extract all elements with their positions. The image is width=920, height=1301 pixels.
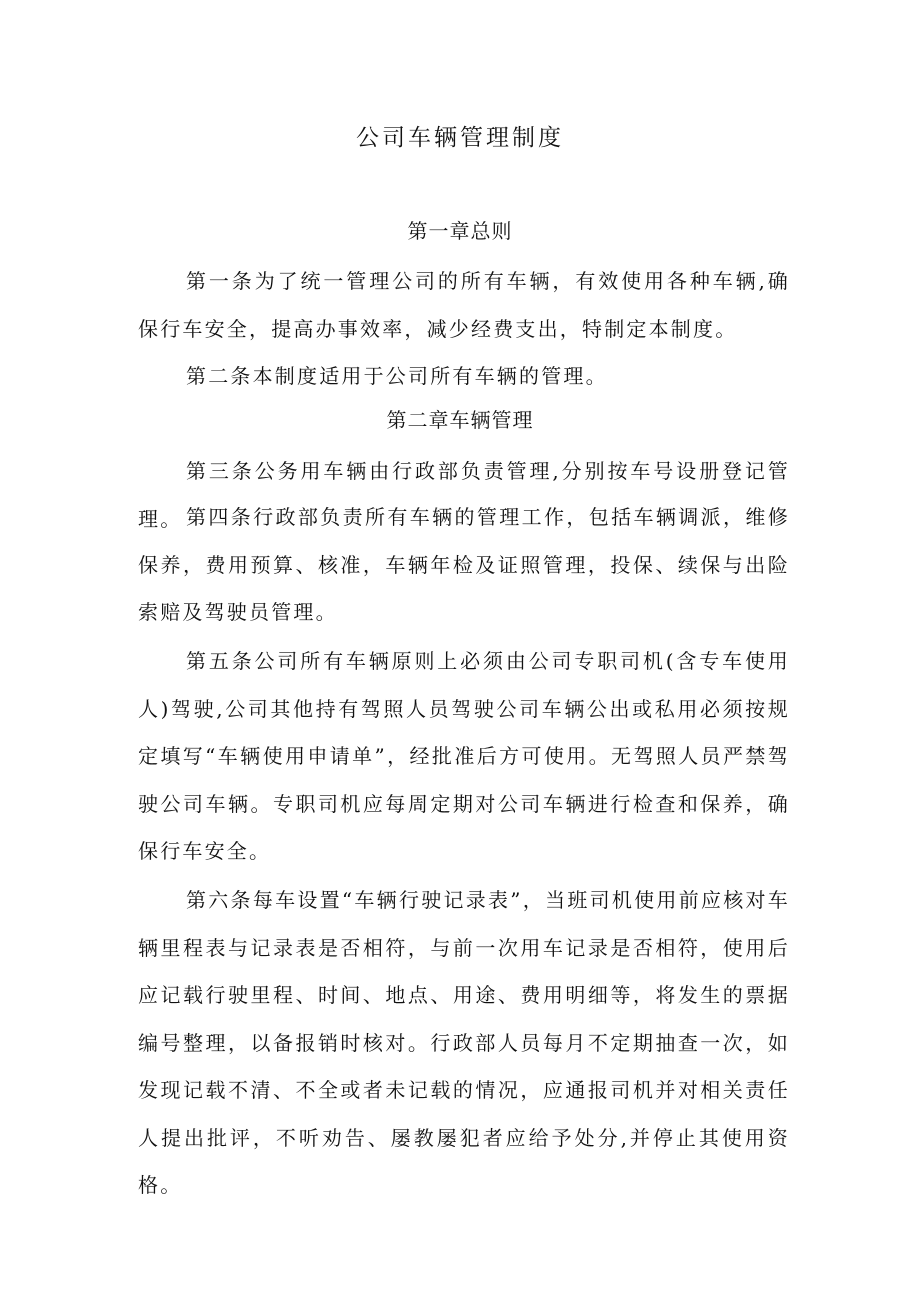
chapter-heading-2: 第二章车辆管理 (386, 408, 534, 432)
article-2: 第二条本制度适用于公司所有车辆的管理。 (186, 364, 608, 388)
article-4: 第四条行政部负责所有车辆的管理工作，包括车辆调派，维修保养，费用预算、核准，车辆年检及证照管理，投保、续保与出险索赔及驾驶员管理。 (138, 505, 790, 624)
article-5: 第五条公司所有车辆原则上必须由公司专职司机(含专车使用人)驾驶,公司其他持有驾照人员驾驶公司车辆公出或私用必须按规定填写“车辆使用申请单”，经批准后方可使用。无驾照人员严禁驾驶公司车辆。专职司机应每周定期对公司车辆进行检查和保养，确保行车安全。 (138, 649, 790, 863)
document-title: 公司车辆管理制度 (356, 125, 564, 151)
article-6: 第六条每车设置“车辆行驶记录表”，当班司机使用前应核对车辆里程表与记录表是否相符，与前一次用车记录是否相符，使用后应记载行驶里程、时间、地点、用途、费用明细等，将发生的票据编号整理，以备报销时核对。行政部人员每月不定期抽查一次，如发现记载不清、不全或者未记载的情况，应通报司机并对相关责任人提出批评，不听劝告、屡教屡犯者应给予处分,并停止其使用资格。 (138, 888, 790, 1197)
article-3: 第三条公务用车辆由行政部负责管理,分别按车号设册登记管理。 (138, 459, 790, 531)
article-1: 第一条为了统一管理公司的所有车辆，有效使用各种车辆,确保行车安全，提高办事效率，减少经费支出，特制定本制度。 (138, 269, 790, 341)
chapter-heading-1: 第一章总则 (407, 219, 513, 243)
